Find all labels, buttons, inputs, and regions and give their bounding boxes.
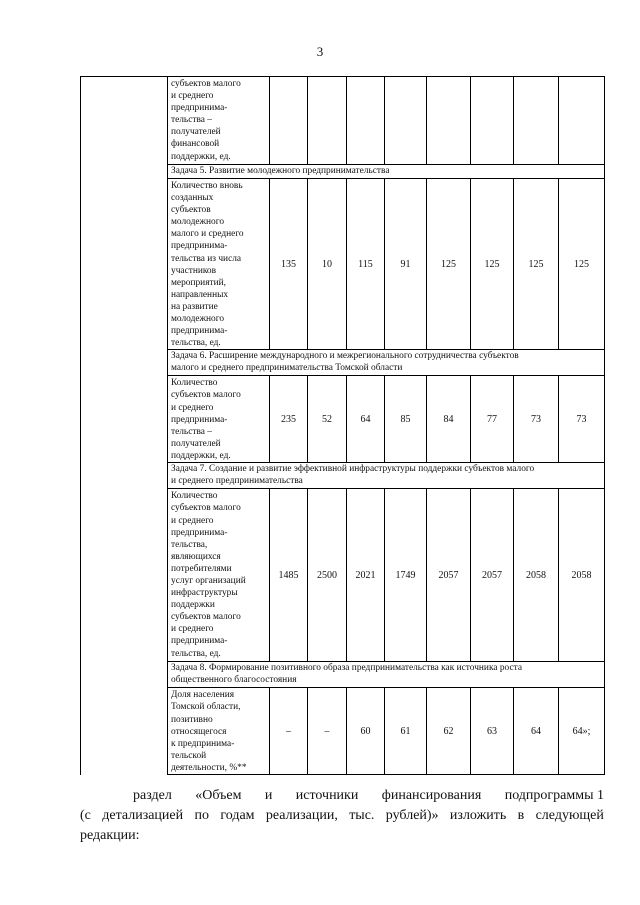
indicator-name-line: предпринима- (171, 326, 228, 337)
indicator-name-line: получателей (171, 127, 221, 138)
indicator-name (168, 489, 270, 662)
indicator-name-line: финансовой (171, 139, 220, 150)
paragraph-word: подпрограммы 1 (504, 788, 604, 803)
value-cell: 2500 (308, 489, 347, 662)
value-cell (347, 77, 385, 165)
indicator-name-line: предпринима- (171, 103, 228, 114)
value-cell: 2058 (559, 489, 605, 662)
indicator-name-line: предпринима- (171, 241, 228, 252)
value-cell: – (308, 688, 347, 775)
indicator-name-line: являющихся (171, 551, 221, 562)
indicator-name (168, 688, 270, 775)
paragraph-word: годам (220, 808, 255, 823)
indicator-name-line: тельства из числа (171, 253, 242, 264)
task-heading-line: Задача 7. Создание и развитие эффективной инфраструктуры поддержки субъектов малого (171, 464, 535, 475)
indicator-row (81, 77, 605, 165)
paragraph-word: (с (80, 808, 91, 823)
indicator-name-line: предпринима- (171, 414, 228, 425)
paragraph-line-2 (80, 806, 604, 826)
value-cell: 73 (559, 376, 605, 463)
value-cell: 115 (347, 179, 385, 350)
indicators-table (80, 76, 605, 775)
indicator-name-line: позитивно (171, 714, 213, 725)
value-cell (559, 77, 605, 165)
value-cell: 61 (385, 688, 427, 775)
indicator-name-line: к предпринима- (171, 738, 235, 749)
task-heading-line: Задача 5. Развитие молодежного предпринимательства (171, 166, 390, 176)
value-cell: 10 (308, 179, 347, 350)
paragraph-word: детализацией (102, 808, 184, 823)
paragraph-word: тыс. (349, 808, 375, 823)
indicator-name-line: Количество (171, 378, 218, 389)
paragraph-word: по (194, 808, 209, 823)
left-empty-column (81, 77, 168, 775)
indicator-name-line: субъектов малого (171, 79, 241, 89)
indicator-name-line: тельства, ед. (171, 338, 221, 349)
value-cell: 125 (427, 179, 471, 350)
indicator-name (168, 179, 270, 350)
indicator-name-line: субъектов малого (171, 390, 241, 401)
indicator-name-line: поддержки (171, 600, 215, 611)
indicator-name-line: инфраструктуры (171, 588, 238, 599)
paragraph-word: и (264, 788, 273, 803)
indicator-name-line: направленных (171, 289, 229, 300)
value-cell: 135 (270, 179, 308, 350)
page-number: 3 (316, 44, 324, 59)
indicator-name-line: Доля населения (171, 690, 235, 701)
task-heading-line: общественного благосостояния (171, 675, 297, 686)
paragraph-line-1 (80, 786, 604, 806)
indicator-name-line: малого и среднего (171, 229, 244, 240)
indicator-name-line: и среднего (171, 624, 214, 635)
indicator-name-line: тельства – (171, 115, 212, 126)
task-heading-line: Задача 8. Формирование позитивного образа предпринимательства как источника роста (171, 663, 523, 674)
paragraph-word: реализации, (265, 808, 338, 823)
value-cell: 125 (471, 179, 514, 350)
indicator-name-line: поддержки, ед. (171, 450, 231, 461)
paragraph-word: в (517, 808, 525, 823)
indicator-name-line: созданных (171, 193, 214, 204)
paragraph-word: раздел (133, 788, 172, 803)
indicator-name-line: мероприятий, (171, 277, 226, 288)
paragraph-word: рублей)» (385, 808, 439, 823)
value-cell (514, 77, 559, 165)
value-cell: – (270, 688, 308, 775)
value-cell: 62 (427, 688, 471, 775)
paragraph-line-3: редакции: (80, 828, 140, 843)
indicator-name-line: Количество вновь (171, 181, 243, 191)
indicator-name-line: и среднего (171, 91, 214, 102)
value-cell: 2021 (347, 489, 385, 662)
value-cell: 77 (471, 376, 514, 463)
indicator-name-line: на развитие (171, 301, 218, 312)
indicator-name-line: субъектов (171, 205, 211, 216)
value-cell: 84 (427, 376, 471, 463)
indicator-name-line: тельства – (171, 426, 212, 437)
task-heading-line: и среднего предпринимательства (171, 476, 303, 487)
value-cell: 1485 (270, 489, 308, 662)
value-cell: 64 (347, 376, 385, 463)
value-cell (471, 77, 514, 165)
value-cell (308, 77, 347, 165)
value-cell: 73 (514, 376, 559, 463)
value-cell: 1749 (385, 489, 427, 662)
indicator-name-line: предпринима- (171, 527, 228, 538)
task-heading (168, 662, 605, 688)
task-heading (168, 463, 605, 489)
value-cell: 63 (471, 688, 514, 775)
indicator-name-line: тельства, ед. (171, 648, 221, 659)
indicator-name-line: молодежного (171, 217, 225, 228)
indicator-name-line: Количество (171, 491, 218, 502)
value-cell: 235 (270, 376, 308, 463)
indicator-name-line: субъектов малого (171, 503, 241, 514)
indicator-name-line: относящегося (171, 726, 227, 737)
paragraph-word: финансирования (381, 788, 482, 803)
table-body (81, 77, 605, 775)
indicator-name-line: и среднего (171, 515, 214, 526)
indicator-name (168, 376, 270, 463)
task-heading (168, 350, 605, 376)
value-cell: 52 (308, 376, 347, 463)
indicator-name-line: деятельности, %** (171, 762, 247, 773)
task-heading (168, 165, 605, 179)
value-cell: 2058 (514, 489, 559, 662)
indicator-name-line: Томской области, (171, 702, 241, 713)
indicator-name-line: предпринима- (171, 636, 228, 647)
value-cell: 64 (514, 688, 559, 775)
indicator-name-line: участников (171, 265, 217, 276)
value-cell: 125 (559, 179, 605, 350)
paragraph-word: следующей (535, 808, 604, 823)
value-cell: 64»; (559, 688, 605, 775)
indicator-name-line: потребителями (171, 563, 232, 574)
paragraph-word: изложить (449, 808, 507, 823)
value-cell (427, 77, 471, 165)
indicator-name-line: тельской (171, 750, 207, 761)
indicator-name (168, 77, 270, 165)
indicator-name-line: и среднего (171, 402, 214, 413)
value-cell: 85 (385, 376, 427, 463)
task-heading-line: малого и среднего предпринимательства Томской области (171, 363, 403, 374)
indicator-name-line: субъектов малого (171, 612, 241, 623)
value-cell: 2057 (471, 489, 514, 662)
paragraph-word: источники (295, 788, 359, 803)
indicator-name-line: тельства, (171, 539, 208, 550)
indicator-name-line: поддержки, ед. (171, 151, 231, 162)
value-cell: 60 (347, 688, 385, 775)
paragraph-word: «Объем (195, 788, 242, 803)
value-cell (270, 77, 308, 165)
value-cell (385, 77, 427, 165)
value-cell: 125 (514, 179, 559, 350)
indicator-name-line: получателей (171, 438, 221, 449)
task-heading-line: Задача 6. Расширение международного и межрегионального сотрудничества субъектов (171, 351, 519, 362)
indicator-name-line: услуг организаций (171, 575, 246, 586)
body-paragraph (80, 786, 604, 846)
value-cell: 2057 (427, 489, 471, 662)
value-cell: 91 (385, 179, 427, 350)
indicator-name-line: молодежного (171, 314, 225, 325)
